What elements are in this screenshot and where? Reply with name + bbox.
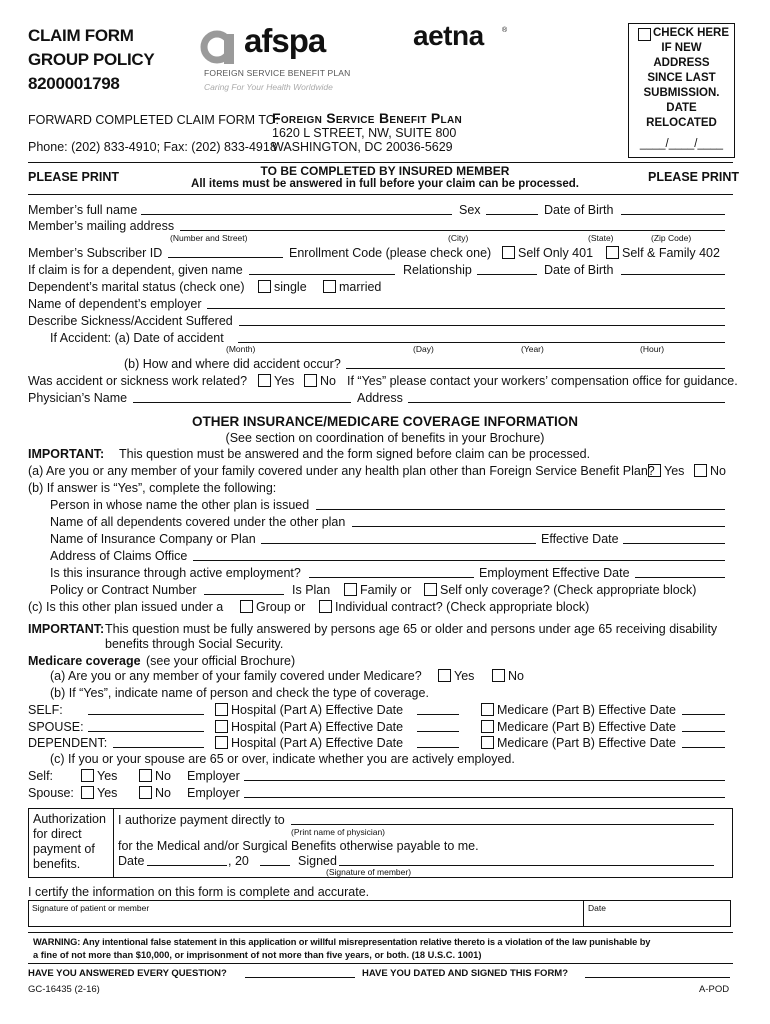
self-coverage-checkbox[interactable]: [424, 583, 437, 596]
physician-name-field[interactable]: [133, 391, 351, 403]
authorization-year-label: , 20: [228, 854, 249, 868]
self-employed-no-label: No: [155, 769, 171, 783]
dependent-employer-field[interactable]: [207, 297, 725, 309]
dated-signed-label: HAVE YOU DATED AND SIGNED THIS FORM?: [362, 968, 569, 979]
claims-office-field[interactable]: [193, 549, 725, 561]
medicare-yes-checkbox[interactable]: [438, 669, 451, 682]
relationship-field[interactable]: [477, 263, 537, 275]
spouse-part-b-label: Medicare (Part B) Effective Date: [497, 720, 677, 734]
physician-payee-field[interactable]: [291, 813, 714, 825]
important-text: This question must be answered and the form signed before claim can be processed.: [119, 447, 591, 461]
self-employed-yes-checkbox[interactable]: [81, 769, 94, 782]
self-employed-no-checkbox[interactable]: [139, 769, 152, 782]
self-employed-yes-label: Yes: [97, 769, 118, 783]
self-employer-field[interactable]: [244, 769, 725, 781]
single-label: single: [274, 280, 307, 294]
afspa-wordmark: afspa: [244, 22, 326, 59]
employment-self-label: Self:: [28, 769, 54, 783]
medicare-important-label: IMPORTANT:: [28, 622, 105, 636]
sickness-label: Describe Sickness/Accident Suffered: [28, 314, 233, 328]
policy-number-label: Policy or Contract Number: [50, 583, 197, 597]
state-sublabel: (State): [588, 233, 614, 243]
authorize-payment-label: I authorize payment directly to: [118, 813, 285, 827]
afspa-subtitle: FOREIGN SERVICE BENEFIT PLAN: [204, 68, 351, 78]
relocation-date-field[interactable]: ____/____/____: [639, 138, 724, 150]
medicare-self-name-field[interactable]: [88, 703, 204, 715]
dependent-dob-field[interactable]: [621, 263, 725, 275]
spouse-employer-label: Employer: [187, 786, 240, 800]
group-contract-checkbox[interactable]: [240, 600, 253, 613]
spouse-employed-yes-label: Yes: [97, 786, 118, 800]
individual-contract-checkbox[interactable]: [319, 600, 332, 613]
check-here-line3: ADDRESS: [653, 57, 710, 69]
group-contract-label: Group or: [256, 600, 306, 614]
spouse-employer-field[interactable]: [244, 786, 725, 798]
section-divider: [28, 162, 733, 163]
mailing-address-label: Member’s mailing address: [28, 219, 175, 233]
other-plan-no-checkbox[interactable]: [694, 464, 707, 477]
full-name-label: Member’s full name: [28, 203, 138, 217]
medicare-important-text2: benefits through Social Security.: [105, 637, 284, 651]
insurance-company-label: Name of Insurance Company or Plan: [50, 532, 256, 546]
is-plan-label: Is Plan: [292, 583, 331, 597]
self-family-checkbox[interactable]: [606, 246, 619, 259]
spouse-employed-no-label: No: [155, 786, 171, 800]
family-coverage-checkbox[interactable]: [344, 583, 357, 596]
address-change-box: [628, 23, 735, 158]
other-plan-yes-checkbox[interactable]: [648, 464, 661, 477]
insured-section-subtitle: All items must be answered in full before your claim can be processed.: [191, 178, 579, 190]
company-effective-date-label: Effective Date: [541, 532, 619, 546]
medicare-dependent-name-field[interactable]: [113, 736, 204, 748]
subscriber-id-label: Member’s Subscriber ID: [28, 246, 163, 260]
aetna-logo: aetna: [413, 20, 484, 51]
dependent-hospital-date-field[interactable]: [417, 736, 459, 748]
physician-name-label: Physician’s Name: [28, 391, 128, 405]
check-here-line1: CHECK HERE: [653, 27, 730, 39]
plan-name: Foreign Service Benefit Plan: [272, 110, 463, 126]
question-c-label: (c) Is this other plan issued under a: [28, 600, 224, 614]
dob-label: Date of Birth: [544, 203, 614, 217]
claims-office-label: Address of Claims Office: [50, 549, 188, 563]
medicare-coverage-label: Medicare coverage: [28, 654, 141, 668]
dob-field[interactable]: [621, 203, 725, 215]
dependent-hospital-label: Hospital (Part A) Effective Date: [231, 736, 404, 750]
warning-bottom-rule: [28, 963, 733, 964]
other-insurance-subtitle: (See section on coordination of benefits in your Brochure): [225, 431, 545, 445]
how-where-label: (b) How and where did accident occur?: [124, 357, 341, 371]
authorization-box: [28, 808, 733, 878]
dependent-dob-label: Date of Birth: [544, 263, 614, 277]
sex-label: Sex: [459, 203, 481, 217]
self-family-label: Self & Family 402: [622, 246, 720, 260]
group-policy-title: GROUP POLICY: [28, 50, 155, 69]
medicare-question-b: (b) If “Yes”, indicate name of person and check the type of coverage.: [50, 686, 429, 700]
work-related-yes-checkbox[interactable]: [258, 374, 271, 387]
policy-number: 8200001798: [28, 74, 120, 93]
self-employer-label: Employer: [187, 769, 240, 783]
self-only-checkbox[interactable]: [502, 246, 515, 259]
work-related-yes-label: Yes: [274, 374, 295, 388]
question-a-label: (a) Are you or any member of your family covered under any health plan other than Foreign Service Benefit Plan?: [28, 464, 655, 478]
new-address-checkbox[interactable]: [638, 28, 651, 41]
employment-spouse-label: Spouse:: [28, 786, 74, 800]
physician-address-label: Address: [357, 391, 403, 405]
individual-contract-label: Individual contract? (Check appropriate block): [335, 600, 590, 614]
phone-fax: Phone: (202) 833-4910; Fax: (202) 833-4918: [28, 140, 277, 154]
day-sublabel: (Day): [413, 344, 434, 354]
plan-address-line1: 1620 L STREET, NW, SUITE 800: [272, 126, 457, 140]
claim-form-title: CLAIM FORM: [28, 26, 134, 45]
city-sublabel: (City): [448, 233, 469, 243]
question-b-label: (b) If answer is “Yes”, complete the following:: [28, 481, 277, 495]
medicare-no-checkbox[interactable]: [492, 669, 505, 682]
medicare-no-label: No: [508, 669, 524, 683]
company-effective-date-field[interactable]: [623, 532, 725, 544]
street-sublabel: (Number and Street): [170, 233, 248, 243]
sickness-field[interactable]: [239, 314, 725, 326]
medicare-question-c: (c) If you or your spouse are 65 or over, indicate whether you are actively employed.: [50, 752, 515, 766]
self-only-label: Self Only 401: [518, 246, 594, 260]
mailing-address-field[interactable]: [180, 219, 725, 231]
employment-effective-label: Employment Effective Date: [479, 566, 630, 580]
answered-question-field[interactable]: [245, 966, 355, 978]
spouse-hospital-checkbox[interactable]: [215, 720, 228, 733]
other-plan-no-label: No: [710, 464, 726, 478]
warning-top-rule: [28, 932, 733, 933]
check-here-line5: SUBMISSION.: [643, 87, 720, 99]
dependent-name-label: If claim is for a dependent, given name: [28, 263, 243, 277]
self-coverage-label: Self only coverage? (Check appropriate block): [440, 583, 697, 597]
married-label: married: [339, 280, 382, 294]
work-related-no-label: No: [320, 374, 336, 388]
authorization-side-line3: payment of: [33, 842, 95, 856]
work-related-label: Was accident or sickness work related?: [28, 374, 248, 388]
medicare-self-label: SELF:: [28, 703, 63, 717]
authorization-date-field[interactable]: [147, 854, 227, 866]
dependent-hospital-checkbox[interactable]: [215, 736, 228, 749]
afspa-emblem-icon: [200, 30, 240, 66]
physician-print-sublabel: (Print name of physician): [291, 827, 386, 837]
warning-line1: WARNING: Any intentional false statement in this application or willful misrepresentation relative thereto is a violation of the law punishable by: [33, 937, 651, 947]
self-hospital-label: Hospital (Part A) Effective Date: [231, 703, 404, 717]
authorization-year-field[interactable]: [260, 854, 290, 866]
spouse-part-b-checkbox[interactable]: [481, 720, 494, 733]
month-sublabel: (Month): [226, 344, 256, 354]
work-related-no-checkbox[interactable]: [304, 374, 317, 387]
workers-comp-note: If “Yes” please contact your workers’ compensation office for guidance.: [347, 374, 738, 388]
medical-benefits-text: for the Medical and/or Surgical Benefits otherwise payable to me.: [118, 839, 479, 853]
accident-date-field[interactable]: [238, 331, 725, 343]
subscriber-id-field[interactable]: [168, 246, 283, 258]
section-divider: [28, 194, 733, 195]
warning-line2: a fine of not more than $10,000, or imprisonment of not more than five years, or both. (18 U.S.C. 1001): [33, 950, 482, 960]
active-employment-label: Is this insurance through active employment?: [50, 566, 301, 580]
authorization-side-line4: benefits.: [33, 857, 81, 871]
active-employment-field[interactable]: [309, 566, 474, 578]
spouse-hospital-date-field[interactable]: [417, 720, 459, 732]
certify-box[interactable]: [28, 900, 731, 927]
form-number: GC-16435 (2-16): [28, 984, 100, 995]
certify-divider: [583, 901, 584, 926]
spouse-employed-no-checkbox[interactable]: [139, 786, 152, 799]
afspa-logo: [200, 22, 351, 98]
married-checkbox[interactable]: [323, 280, 336, 293]
single-checkbox[interactable]: [258, 280, 271, 293]
self-part-b-checkbox[interactable]: [481, 703, 494, 716]
hour-sublabel: (Hour): [640, 344, 665, 354]
enrollment-label: Enrollment Code (please check one): [289, 246, 492, 260]
medicare-dependent-label: DEPENDENT:: [28, 736, 108, 750]
year-sublabel: (Year): [521, 344, 544, 354]
please-print-left: PLEASE PRINT: [28, 170, 119, 184]
spouse-hospital-label: Hospital (Part A) Effective Date: [231, 720, 404, 734]
sex-field[interactable]: [486, 203, 538, 215]
medicare-spouse-name-field[interactable]: [88, 720, 204, 732]
member-signature-field[interactable]: [339, 854, 714, 866]
insured-section-title: TO BE COMPLETED BY INSURED MEMBER: [260, 164, 510, 178]
plan-address-line2: WASHINGTON, DC 20036-5629: [272, 140, 453, 154]
authorization-date-label: Date: [118, 854, 145, 868]
other-plan-yes-label: Yes: [664, 464, 685, 478]
signed-label: Signed: [298, 854, 337, 868]
other-plan-person-field[interactable]: [316, 498, 725, 510]
family-coverage-label: Family or: [360, 583, 412, 597]
certify-text: I certify the information on this form is complete and accurate.: [28, 885, 370, 899]
dependent-part-b-date-field[interactable]: [682, 736, 725, 748]
medicare-spouse-label: SPOUSE:: [28, 720, 84, 734]
medicare-coverage-note: (see your official Brochure): [146, 654, 296, 668]
relationship-label: Relationship: [403, 263, 472, 277]
employment-effective-field[interactable]: [635, 566, 725, 578]
spouse-employed-yes-checkbox[interactable]: [81, 786, 94, 799]
form-code: A-POD: [699, 984, 730, 995]
physician-address-field[interactable]: [408, 391, 725, 403]
important-label: IMPORTANT:: [28, 447, 105, 461]
self-hospital-checkbox[interactable]: [215, 703, 228, 716]
dependent-part-b-label: Medicare (Part B) Effective Date: [497, 736, 677, 750]
dated-signed-field[interactable]: [585, 966, 730, 978]
other-plan-person-label: Person in whose name the other plan is issued: [50, 498, 310, 512]
dependent-part-b-checkbox[interactable]: [481, 736, 494, 749]
zip-sublabel: (Zip Code): [651, 233, 692, 243]
how-where-field[interactable]: [346, 357, 725, 369]
dependent-name-field[interactable]: [249, 263, 395, 275]
authorization-divider: [113, 809, 114, 877]
marital-status-label: Dependent’s marital status (check one): [28, 280, 245, 294]
answered-question-label: HAVE YOU ANSWERED EVERY QUESTION?: [28, 968, 227, 979]
self-hospital-date-field[interactable]: [417, 703, 459, 715]
medicare-yes-label: Yes: [454, 669, 475, 683]
authorization-side-line1: Authorization: [33, 812, 106, 826]
medicare-question-a: (a) Are you or any member of your family covered under Medicare?: [50, 669, 422, 683]
certify-date-label: Date: [588, 903, 606, 913]
check-here-line6: DATE: [666, 102, 697, 114]
check-here-line4: SINCE LAST: [647, 72, 716, 84]
other-plan-dependents-label: Name of all dependents covered under the other plan: [50, 515, 346, 529]
forward-to-label: FORWARD COMPLETED CLAIM FORM TO:: [28, 113, 279, 127]
insurance-company-field[interactable]: [261, 532, 536, 544]
patient-signature-label: Signature of patient or member: [32, 903, 150, 913]
full-name-field[interactable]: [141, 203, 452, 215]
self-part-b-date-field[interactable]: [682, 703, 725, 715]
medicare-important-text: This question must be fully answered by persons age 65 or older and persons under age 65 receiving disability: [105, 622, 718, 636]
please-print-right: PLEASE PRINT: [648, 170, 739, 184]
spouse-part-b-date-field[interactable]: [682, 720, 725, 732]
member-signature-sublabel: (Signature of member): [326, 867, 412, 877]
check-here-line7: RELOCATED: [646, 117, 717, 129]
accident-date-label: If Accident: (a) Date of accident: [50, 331, 224, 345]
policy-number-field[interactable]: [204, 583, 284, 595]
other-insurance-title: OTHER INSURANCE/MEDICARE COVERAGE INFORMATION: [191, 414, 578, 429]
check-here-line2: IF NEW: [661, 42, 702, 54]
self-part-b-label: Medicare (Part B) Effective Date: [497, 703, 677, 717]
registered-mark-icon: ®: [502, 27, 508, 34]
dependent-employer-label: Name of dependent’s employer: [28, 297, 202, 311]
other-plan-dependents-field[interactable]: [352, 515, 725, 527]
afspa-tagline: Caring For Your Health Worldwide: [204, 82, 333, 92]
authorization-side-line2: for direct: [33, 827, 82, 841]
